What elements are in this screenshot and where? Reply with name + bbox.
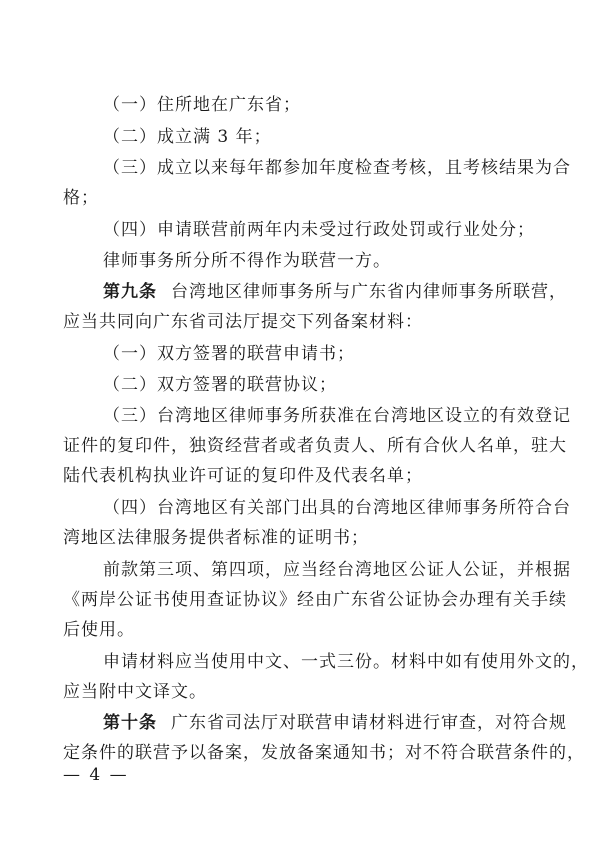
paragraph-line: （三）台湾地区律师事务所获准在台湾地区设立的有效登记 (103, 406, 571, 426)
paragraph-line: （一）双方签署的联营申请书； (103, 344, 355, 364)
paragraph-line: 陆代表机构执业许可证的复印件及代表名单； (63, 466, 423, 486)
paragraph-line: 后使用。 (63, 620, 135, 640)
article-ten-line (103, 712, 567, 734)
article-ten-heading: 第十条 (103, 713, 157, 733)
paragraph-line: 定条件的联营予以备案，发放备案通知书；对不符合联营条件的， (63, 743, 585, 763)
paragraph-line: 前款第三项、第四项，应当经台湾地区公证人公证，并根据 (103, 560, 571, 580)
paragraph-line: 《两岸公证书使用查证协议》经由广东省公证协会办理有关手续 (63, 590, 567, 610)
paragraph-line: 应当附中文译文。 (63, 682, 207, 702)
paragraph-line: 台湾地区律师事务所与广东省内律师事务所联营， (171, 282, 567, 302)
paragraph-line: （一）住所地在广东省； (103, 95, 301, 115)
paragraph-line: （二）成立满 3 年； (103, 127, 272, 147)
paragraph-line: （二）双方签署的联营协议； (103, 375, 337, 395)
paragraph-line: 应当共同向广东省司法厅提交下列备案材料： (63, 312, 423, 332)
paragraph-line: （四）申请联营前两年内未受过行政处罚或行业处分； (103, 220, 535, 240)
paragraph-line: 证件的复印件，独资经营者或者负责人、所有合伙人名单，驻大 (63, 436, 567, 456)
page-number: — 4 — (63, 765, 129, 785)
paragraph-line: 律师事务所分所不得作为联营一方。 (103, 251, 391, 271)
paragraph-line: （四）台湾地区有关部门出具的台湾地区律师事务所符合台 (103, 498, 571, 518)
article-nine-line (103, 281, 567, 303)
paragraph-line: 湾地区法律服务提供者标准的证明书； (63, 528, 369, 548)
paragraph-line: （三）成立以来每年都参加年度检查考核，且考核结果为合 (103, 158, 571, 178)
paragraph-line: 广东省司法厅对联营申请材料进行审查，对符合规 (171, 713, 567, 733)
paragraph-line: 申请材料应当使用中文、一式三份。材料中如有使用外文的， (103, 652, 589, 672)
paragraph-line: 格； (63, 188, 99, 208)
article-nine-heading: 第九条 (103, 282, 157, 302)
